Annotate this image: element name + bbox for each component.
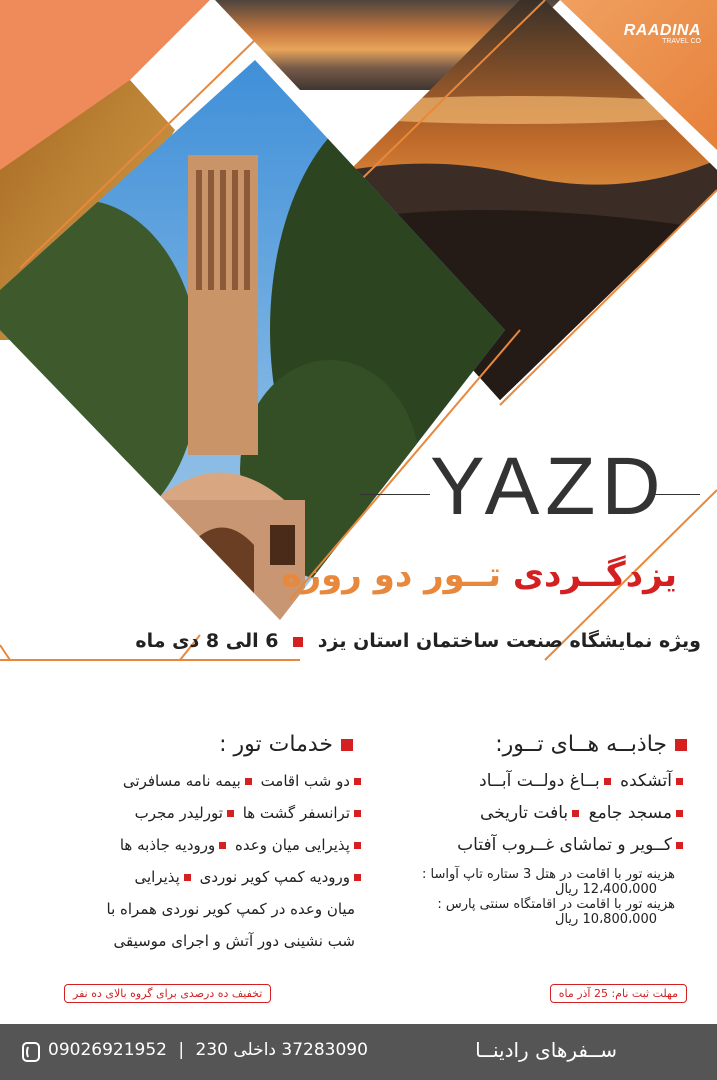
bullet-icon xyxy=(604,778,611,785)
price-label: هزینه تور با اقامت در هتل 3 ستاره تاپ آواسا : xyxy=(422,867,675,882)
phone-icon xyxy=(22,1042,40,1062)
bullet-icon xyxy=(676,842,683,849)
footer-brand: ســفرهای رادینــا xyxy=(475,1038,617,1062)
attraction-row: کــویر و تماشای غــروب آفتاب xyxy=(357,829,687,861)
mobile-number: 09026921952 xyxy=(48,1040,167,1060)
discount-badge: تخفیف ده درصدی برای گروه بالای ده نفر xyxy=(64,984,271,1003)
contact-info: 09026921952 | 37283090 داخلی 230 xyxy=(48,1040,368,1060)
org-logo-line1: سازمان نظام مهندسی ساختمان xyxy=(584,343,705,353)
service-row: دو شب اقامت بیمه نامه مسافرتی xyxy=(20,765,365,797)
latin-title-block xyxy=(360,440,700,540)
org-logo-line2: استان یزد xyxy=(636,353,674,363)
bullet-icon xyxy=(354,842,361,849)
latin-title: YAZD xyxy=(430,441,667,532)
brand-logo xyxy=(624,22,701,45)
bullet-icon xyxy=(676,810,683,817)
bullet-icon xyxy=(354,810,361,817)
bullet-icon xyxy=(293,637,303,647)
bullet-icon xyxy=(245,778,252,785)
bullet-icon xyxy=(354,778,361,785)
main-title-highlight: یزدگــردی xyxy=(512,555,677,595)
attraction-row: مسجد جامع بافت تاریخی xyxy=(357,797,687,829)
price-value: 10،800،000 ریال xyxy=(555,912,657,927)
price-value: 12،400،000 ریال xyxy=(555,882,657,897)
bullet-icon xyxy=(354,874,361,881)
attraction-row: آتشکده بــاغ دولــت آبــاد xyxy=(357,765,687,797)
bullet-icon xyxy=(572,810,579,817)
service-row: ورودیه کمپ کویر نوردی پذیرایی xyxy=(20,861,365,893)
main-title xyxy=(282,555,678,595)
org-logo-icon xyxy=(609,275,701,337)
org-logo xyxy=(584,275,705,363)
service-continuation: میان وعده در کمپ کویر نوردی همراه با xyxy=(106,900,355,918)
service-row: ترانسفر گشت ها تورلیدر مجرب xyxy=(20,797,365,829)
services-heading: خدمات تور : xyxy=(20,732,365,757)
attractions-heading: جاذبــه هــای تــور: xyxy=(357,732,687,757)
service-continuation: شب نشینی دور آتش و اجرای موسیقی xyxy=(113,932,355,950)
event-dates: 6 الی 8 دی ماه xyxy=(135,630,279,652)
services-section xyxy=(20,732,365,957)
bullet-icon xyxy=(675,739,687,751)
bullet-icon xyxy=(341,739,353,751)
footer xyxy=(0,1024,717,1080)
bullet-icon xyxy=(227,810,234,817)
bullet-icon xyxy=(676,778,683,785)
attractions-section xyxy=(357,732,687,927)
bullet-icon xyxy=(219,842,226,849)
event-name: ویژه نمایشگاه صنعت ساختمان استان یزد xyxy=(317,630,701,652)
office-number: 37283090 داخلی 230 xyxy=(195,1040,368,1060)
brand-name: RAADINA xyxy=(623,22,701,39)
bullet-icon xyxy=(184,874,191,881)
event-subtitle xyxy=(135,630,701,652)
brand-sub: TRAVEL CO xyxy=(662,38,701,45)
service-row: پذیرایی میان وعده ورودیه جاذبه ها xyxy=(20,829,365,861)
price-label: هزینه تور با اقامت در اقامتگاه سنتی پارس : xyxy=(437,897,675,912)
main-title-prefix: تــور دو روزه xyxy=(281,555,502,595)
deadline-badge: مهلت ثبت نام: 25 آذر ماه xyxy=(550,984,687,1003)
